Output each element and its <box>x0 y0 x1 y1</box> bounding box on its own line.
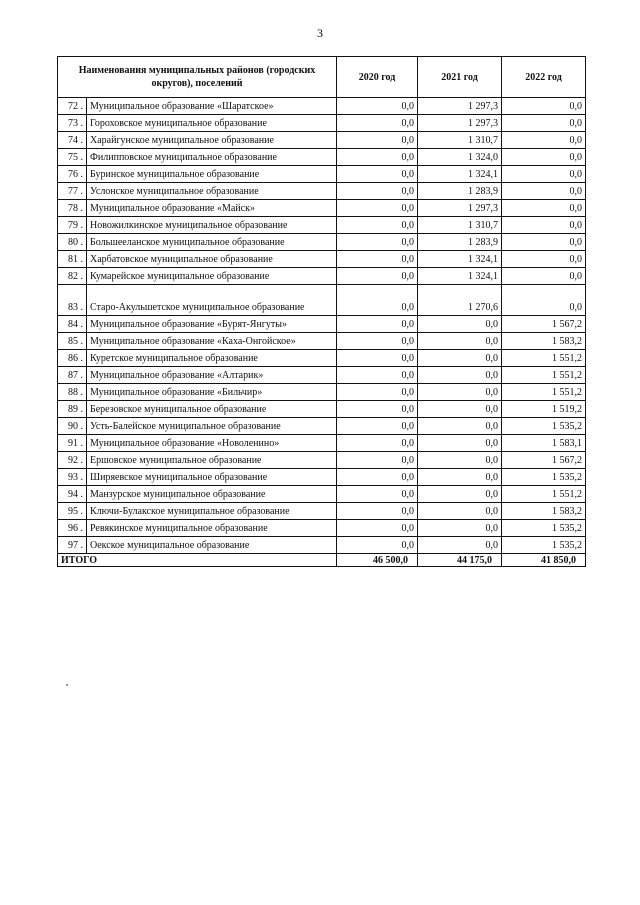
table-row <box>58 251 586 268</box>
row-2021: 0,0 <box>418 418 502 435</box>
total-2022: 41 850,0 <box>502 554 586 567</box>
row-2022: 1 583,2 <box>502 503 586 520</box>
row-2022: 0,0 <box>502 115 586 132</box>
row-2022: 1 551,2 <box>502 350 586 367</box>
row-2021: 0,0 <box>418 316 502 333</box>
row-name: Муниципальное образование «Алтарик» <box>87 367 337 384</box>
row-2022: 1 535,2 <box>502 469 586 486</box>
row-2020: 0,0 <box>337 268 418 285</box>
row-name: Новожилкинское муниципальное образование <box>87 217 337 234</box>
row-2020: 0,0 <box>337 234 418 251</box>
row-name: Большееланское муниципальное образование <box>87 234 337 251</box>
row-2020: 0,0 <box>337 98 418 115</box>
row-2020: 0,0 <box>337 435 418 452</box>
table-row <box>58 486 586 503</box>
table-row <box>58 350 586 367</box>
row-number: 79 . <box>58 217 87 234</box>
header-2021: 2021 год <box>418 57 502 98</box>
row-2020: 0,0 <box>337 132 418 149</box>
table-row <box>58 115 586 132</box>
table-row <box>58 316 586 333</box>
table-row <box>58 503 586 520</box>
row-2022: 0,0 <box>502 183 586 200</box>
row-name: Березовское муниципальное образование <box>87 401 337 418</box>
table-row <box>58 384 586 401</box>
row-2022: 1 551,2 <box>502 367 586 384</box>
row-2021: 0,0 <box>418 367 502 384</box>
row-number: 72 . <box>58 98 87 115</box>
row-2021: 0,0 <box>418 384 502 401</box>
table-row <box>58 132 586 149</box>
row-2021: 1 297,3 <box>418 200 502 217</box>
row-2022: 0,0 <box>502 268 586 285</box>
total-2020: 46 500,0 <box>337 554 418 567</box>
row-number: 84 . <box>58 316 87 333</box>
row-2021: 1 297,3 <box>418 115 502 132</box>
row-2021: 1 297,3 <box>418 98 502 115</box>
row-2022: 1 551,2 <box>502 384 586 401</box>
row-2021: 1 324,1 <box>418 251 502 268</box>
row-number: 96 . <box>58 520 87 537</box>
table-row <box>58 537 586 554</box>
row-2021: 1 324,1 <box>418 268 502 285</box>
row-name: Муниципальное образование «Бурят-Янгуты» <box>87 316 337 333</box>
table-row <box>58 200 586 217</box>
row-2022: 1 567,2 <box>502 452 586 469</box>
row-2022: 1 583,1 <box>502 435 586 452</box>
row-name: Ширяевское муниципальное образование <box>87 469 337 486</box>
row-number: 81 . <box>58 251 87 268</box>
row-number: 97 . <box>58 537 87 554</box>
row-number: 93 . <box>58 469 87 486</box>
row-2021: 1 270,6 <box>418 285 502 316</box>
row-number: 92 . <box>58 452 87 469</box>
row-number: 80 . <box>58 234 87 251</box>
row-number: 91 . <box>58 435 87 452</box>
row-2022: 0,0 <box>502 149 586 166</box>
row-2021: 1 310,7 <box>418 132 502 149</box>
row-2020: 0,0 <box>337 200 418 217</box>
row-2020: 0,0 <box>337 285 418 316</box>
row-name: Усть-Балейское муниципальное образование <box>87 418 337 435</box>
row-name: Гороховское муниципальное образование <box>87 115 337 132</box>
row-2020: 0,0 <box>337 166 418 183</box>
row-name: Буринское муниципальное образование <box>87 166 337 183</box>
row-2021: 0,0 <box>418 469 502 486</box>
row-number: 89 . <box>58 401 87 418</box>
row-number: 85 . <box>58 333 87 350</box>
row-name: Ершовское муниципальное образование <box>87 452 337 469</box>
row-2021: 1 324,0 <box>418 149 502 166</box>
row-2022: 0,0 <box>502 217 586 234</box>
row-number: 78 . <box>58 200 87 217</box>
row-2020: 0,0 <box>337 350 418 367</box>
total-2021: 44 175,0 <box>418 554 502 567</box>
row-2022: 1 567,2 <box>502 316 586 333</box>
table-row <box>58 401 586 418</box>
table-row <box>58 367 586 384</box>
table-row <box>58 435 586 452</box>
table-row <box>58 183 586 200</box>
row-2020: 0,0 <box>337 251 418 268</box>
row-2022: 1 519,2 <box>502 401 586 418</box>
allocation-table <box>57 56 586 567</box>
row-2021: 1 283,9 <box>418 234 502 251</box>
row-number: 75 . <box>58 149 87 166</box>
row-2021: 0,0 <box>418 486 502 503</box>
row-number: 94 . <box>58 486 87 503</box>
row-name: Муниципальное образование «Шаратское» <box>87 98 337 115</box>
row-2020: 0,0 <box>337 452 418 469</box>
table-row <box>58 452 586 469</box>
row-number: 76 . <box>58 166 87 183</box>
row-2022: 0,0 <box>502 98 586 115</box>
row-name: Муниципальное образование «Новоленино» <box>87 435 337 452</box>
table-row <box>58 268 586 285</box>
table-row <box>58 285 586 316</box>
header-name: Наименования муниципальных районов (городских округов), поселений <box>58 57 337 98</box>
table-total-row <box>58 554 586 567</box>
row-2021: 1 283,9 <box>418 183 502 200</box>
row-name: Филипповское муниципальное образование <box>87 149 337 166</box>
table-row <box>58 234 586 251</box>
scan-speck <box>66 684 68 686</box>
table-row <box>58 166 586 183</box>
row-name: Муниципальное образование «Майск» <box>87 200 337 217</box>
row-number: 86 . <box>58 350 87 367</box>
row-name: Ревякинское муниципальное образование <box>87 520 337 537</box>
row-number: 74 . <box>58 132 87 149</box>
row-name: Оекское муниципальное образование <box>87 537 337 554</box>
row-2020: 0,0 <box>337 486 418 503</box>
table-row <box>58 469 586 486</box>
row-2021: 0,0 <box>418 333 502 350</box>
row-name: Услонское муниципальное образование <box>87 183 337 200</box>
row-number: 83 . <box>58 285 87 316</box>
row-2022: 1 535,2 <box>502 520 586 537</box>
row-2022: 1 535,2 <box>502 537 586 554</box>
row-2020: 0,0 <box>337 149 418 166</box>
row-2021: 0,0 <box>418 435 502 452</box>
table-row <box>58 149 586 166</box>
row-2022: 1 551,2 <box>502 486 586 503</box>
row-name: Куретское муниципальное образование <box>87 350 337 367</box>
row-2022: 0,0 <box>502 132 586 149</box>
table-row <box>58 418 586 435</box>
row-number: 88 . <box>58 384 87 401</box>
row-name: Муниципальное образование «Каха-Онгойское» <box>87 333 337 350</box>
row-name: Харайгунское муниципальное образование <box>87 132 337 149</box>
row-2022: 0,0 <box>502 234 586 251</box>
row-name: Манзурское муниципальное образование <box>87 486 337 503</box>
row-2020: 0,0 <box>337 503 418 520</box>
row-2020: 0,0 <box>337 520 418 537</box>
row-2020: 0,0 <box>337 401 418 418</box>
row-name: Муниципальное образование «Бильчир» <box>87 384 337 401</box>
row-number: 95 . <box>58 503 87 520</box>
row-2021: 1 310,7 <box>418 217 502 234</box>
row-2020: 0,0 <box>337 183 418 200</box>
row-2021: 1 324,1 <box>418 166 502 183</box>
row-2020: 0,0 <box>337 418 418 435</box>
row-2020: 0,0 <box>337 333 418 350</box>
row-2020: 0,0 <box>337 115 418 132</box>
row-2022: 0,0 <box>502 200 586 217</box>
table-header-row <box>58 57 586 98</box>
row-2021: 0,0 <box>418 537 502 554</box>
header-2022: 2022 год <box>502 57 586 98</box>
row-2020: 0,0 <box>337 367 418 384</box>
row-2020: 0,0 <box>337 537 418 554</box>
row-number: 90 . <box>58 418 87 435</box>
row-2022: 1 583,2 <box>502 333 586 350</box>
header-2020: 2020 год <box>337 57 418 98</box>
row-name: Харбатовское муниципальное образование <box>87 251 337 268</box>
row-2022: 0,0 <box>502 285 586 316</box>
row-2021: 0,0 <box>418 401 502 418</box>
total-label: ИТОГО <box>58 554 337 567</box>
row-2022: 1 535,2 <box>502 418 586 435</box>
row-name: Кумарейское муниципальное образование <box>87 268 337 285</box>
row-number: 77 . <box>58 183 87 200</box>
row-name: Ключи-Булакское муниципальное образование <box>87 503 337 520</box>
row-2020: 0,0 <box>337 217 418 234</box>
row-name: Старо-Акульшетское муниципальное образование <box>87 285 337 316</box>
row-2021: 0,0 <box>418 350 502 367</box>
row-2021: 0,0 <box>418 452 502 469</box>
row-2021: 0,0 <box>418 520 502 537</box>
row-2022: 0,0 <box>502 166 586 183</box>
row-2022: 0,0 <box>502 251 586 268</box>
row-number: 73 . <box>58 115 87 132</box>
table-row <box>58 98 586 115</box>
table-row <box>58 520 586 537</box>
row-2021: 0,0 <box>418 503 502 520</box>
table-row <box>58 333 586 350</box>
row-2020: 0,0 <box>337 384 418 401</box>
row-number: 87 . <box>58 367 87 384</box>
row-2020: 0,0 <box>337 469 418 486</box>
table-row <box>58 217 586 234</box>
page-number: 3 <box>317 26 323 40</box>
row-number: 82 . <box>58 268 87 285</box>
row-2020: 0,0 <box>337 316 418 333</box>
